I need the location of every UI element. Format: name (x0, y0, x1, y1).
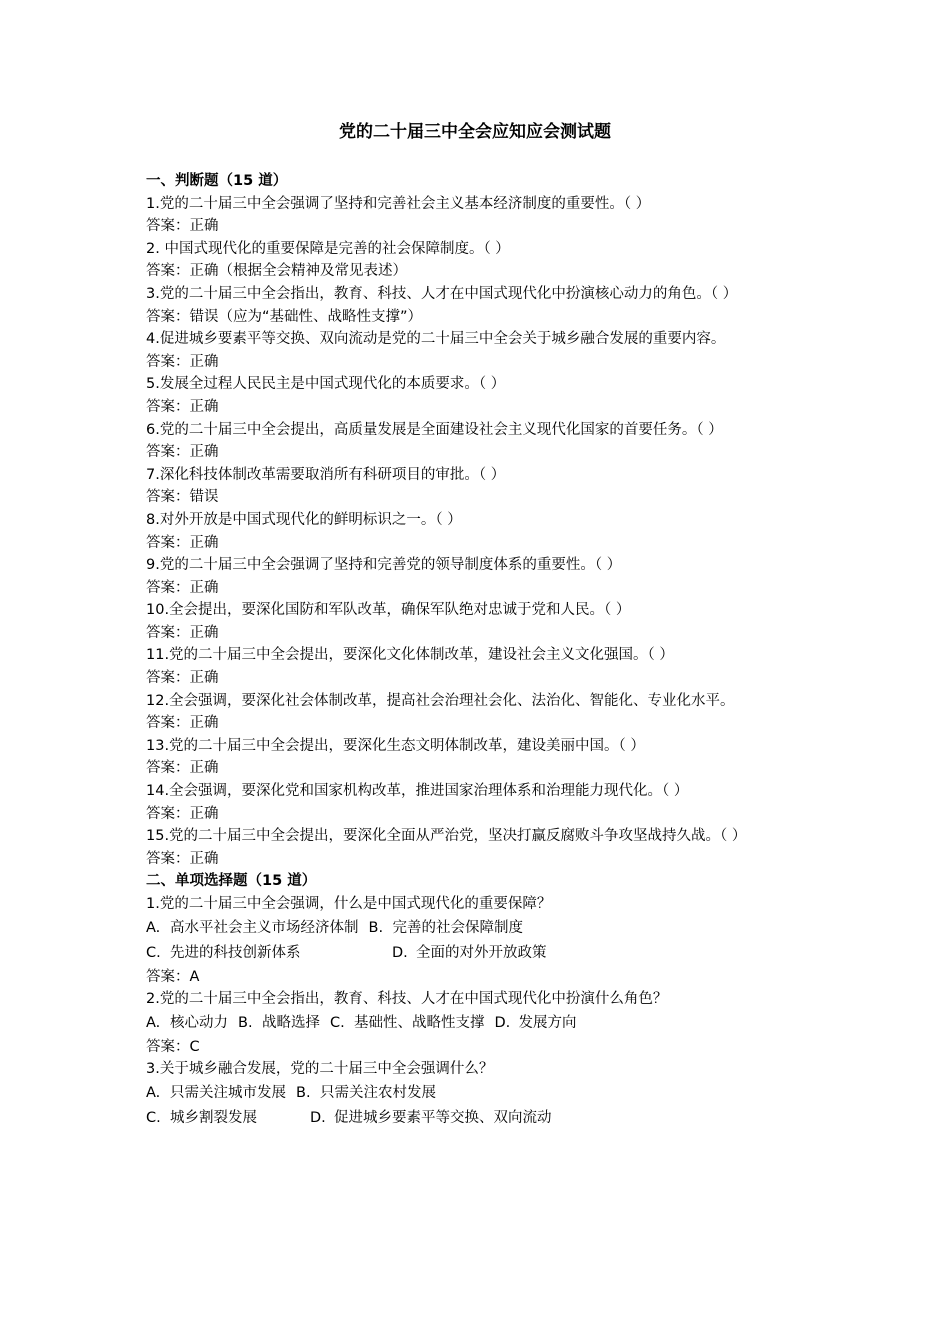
options-row (146, 1106, 826, 1131)
answer-text: 答案：正确 (146, 444, 219, 461)
answer-text: 答案：正确 (146, 850, 219, 867)
option-b: B. 完善的社会保障制度 (368, 919, 523, 936)
answer-text: 答案：C (146, 1038, 200, 1055)
question-text: 1.党的二十届三中全会强调了坚持和完善社会主义基本经济制度的重要性。（ ） (146, 195, 651, 212)
option-c: C. 基础性、战略性支撑 (330, 1014, 485, 1031)
options-row (146, 941, 826, 966)
options-row (146, 1011, 826, 1036)
answer-text: 答案：错误 (146, 489, 219, 506)
section-heading-single-choice: 二、单项选择题（15 道） (146, 873, 317, 890)
question-text: 14.全会强调，要深化党和国家机构改革，推进国家治理体系和治理能力现代化。（ ） (146, 783, 689, 800)
option-a: A. 核心动力 (146, 1014, 228, 1031)
question-text: 7.深化科技体制改革需要取消所有科研项目的审批。（ ） (146, 466, 506, 483)
options-row (146, 1081, 826, 1106)
option-a: A. 高水平社会主义市场经济体制 (146, 919, 359, 936)
option-d: D. 促进城乡要素平等交换、双向流动 (310, 1109, 552, 1126)
answer-text: 答案：正确 (146, 715, 219, 732)
document-body (146, 170, 826, 1131)
answer-text: 答案：正确 (146, 398, 219, 415)
section-heading-true-false: 一、判断题（15 道） (146, 173, 288, 189)
option-b: B. 战略选择 (238, 1014, 320, 1031)
option-c: C. 城乡割裂发展 (146, 1109, 257, 1126)
answer-text: 答案：正确 (146, 353, 219, 370)
question-text: 1.党的二十届三中全会强调，什么是中国式现代化的重要保障？ (146, 896, 552, 912)
question-text: 2. 中国式现代化的重要保障是完善的社会保障制度。（ ） (146, 240, 510, 257)
question-text: 2.党的二十届三中全会指出，教育、科技、人才在中国式现代化中扮演什么角色？ (146, 991, 668, 1008)
option-d: D. 发展方向 (494, 1014, 577, 1031)
page-title: 党的二十届三中全会应知应会测试题 (339, 122, 611, 142)
answer-text: 答案：正确 (146, 760, 219, 777)
question-text: 8.对外开放是中国式现代化的鲜明标识之一。（ ） (146, 511, 462, 528)
option-a: A. 只需关注城市发展 (146, 1084, 286, 1101)
question-text: 11.党的二十届三中全会提出，要深化文化体制改革，建设社会主义文化强国。（ ） (146, 647, 674, 664)
question-text: 10.全会提出，要深化国防和军队改革，确保军队绝对忠诚于党和人民。（ ） (146, 602, 631, 619)
question-text: 4.促进城乡要素平等交换、双向流动是党的二十届三中全会关于城乡融合发展的重要内容。 (146, 331, 726, 348)
answer-text: 答案：正确（根据全会精神及常见表述） (146, 263, 407, 280)
question-text: 12.全会强调，要深化社会体制改革，提高社会治理社会化、法治化、智能化、专业化水平。 (146, 692, 735, 709)
option-d: D. 全面的对外开放政策 (392, 944, 547, 961)
answer-text: 答案：正确 (146, 670, 219, 687)
answer-text: 答案：正确 (146, 534, 219, 551)
answer-text: 答案：正确 (146, 579, 219, 596)
question-text: 3.党的二十届三中全会指出，教育、科技、人才在中国式现代化中扮演核心动力的角色。（ ） (146, 285, 738, 302)
question-text: 9.党的二十届三中全会强调了坚持和完善党的领导制度体系的重要性。（ ） (146, 557, 622, 574)
option-c: C. 先进的科技创新体系 (146, 944, 301, 961)
question-text: 3.关于城乡融合发展，党的二十届三中全会强调什么？ (146, 1061, 494, 1078)
question-text: 13.党的二十届三中全会提出，要深化生态文明体制改革，建设美丽中国。（ ） (146, 737, 645, 754)
options-row (146, 916, 826, 941)
question-text: 5.发展全过程人民民主是中国式现代化的本质要求。（ ） (146, 376, 506, 393)
true-false-list (146, 193, 826, 871)
question-text: 15.党的二十届三中全会提出，要深化全面从严治党，坚决打赢反腐败斗争攻坚战持久战。（ ） (146, 828, 747, 845)
answer-text: 答案：正确 (146, 218, 219, 235)
answer-text: 答案：正确 (146, 805, 219, 822)
answer-text: 答案：错误（应为“基础性、战略性支撑”） (146, 308, 423, 325)
question-text: 6.党的二十届三中全会提出，高质量发展是全面建设社会主义现代化国家的首要任务。（ ） (146, 421, 723, 438)
answer-text: 答案：正确 (146, 624, 219, 641)
option-b: B. 只需关注农村发展 (296, 1084, 436, 1101)
answer-text: 答案：A (146, 968, 200, 985)
